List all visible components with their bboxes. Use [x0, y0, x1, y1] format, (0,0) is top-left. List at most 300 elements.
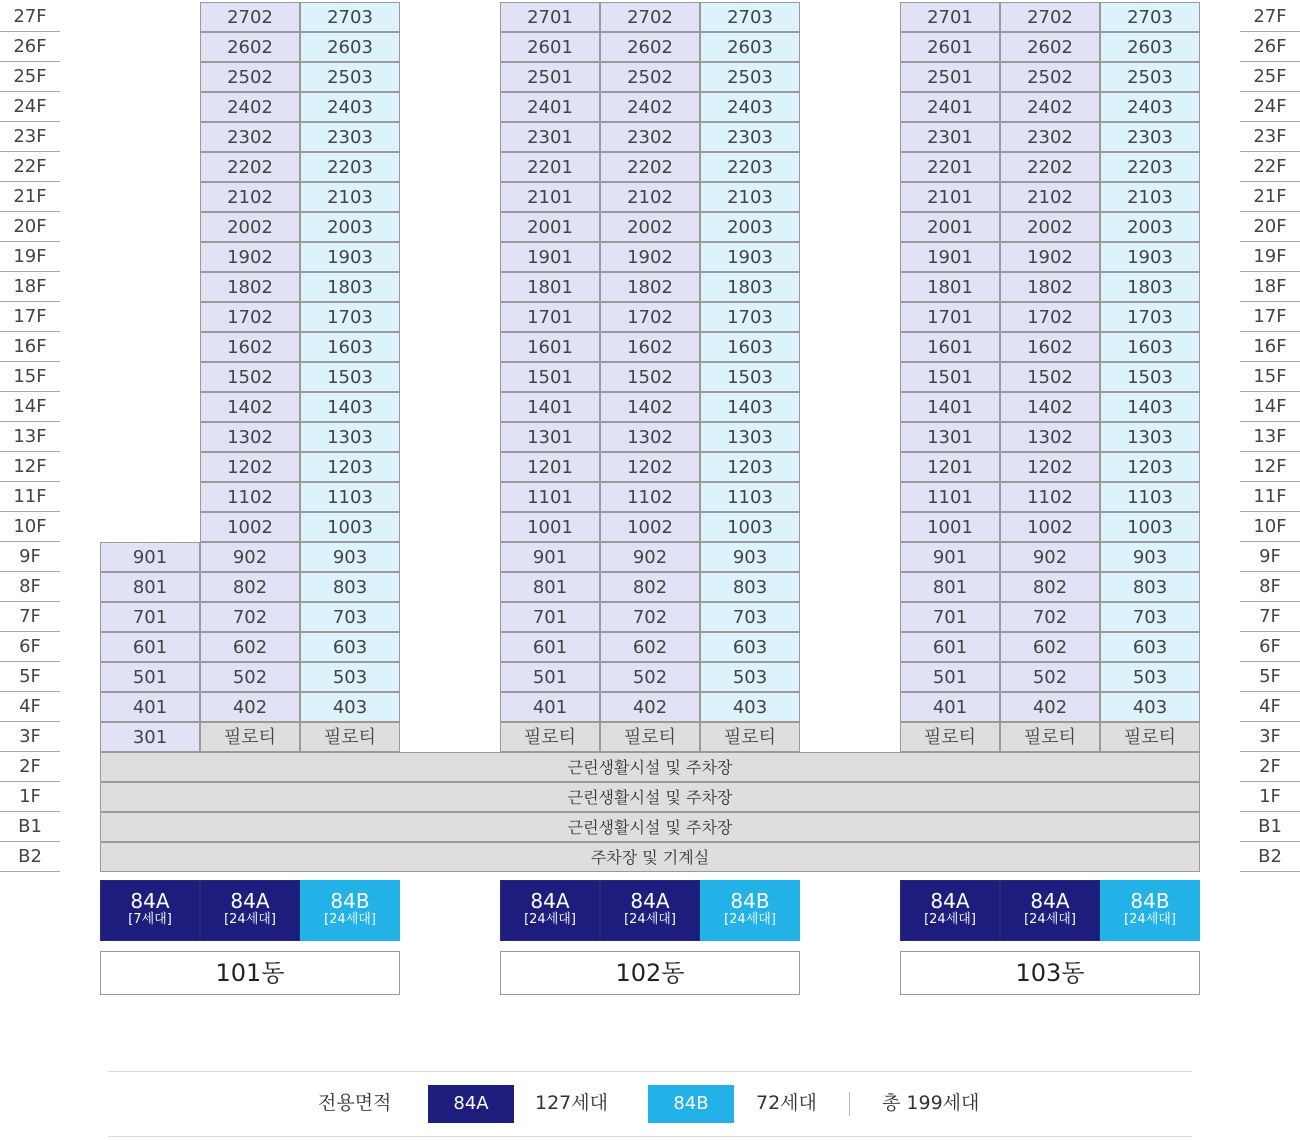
unit-cell: 2002: [200, 212, 300, 242]
unit-cell: 1303: [1100, 422, 1200, 452]
floor-label-left: 22F: [0, 152, 60, 182]
unit-cell: 502: [200, 662, 300, 692]
unit-cell: 1601: [500, 332, 600, 362]
unit-cell: 1702: [1000, 302, 1100, 332]
floor-label-left: 18F: [0, 272, 60, 302]
unit-cell: 2502: [200, 62, 300, 92]
unit-cell: 2402: [200, 92, 300, 122]
unit-cell: 1803: [1100, 272, 1200, 302]
unit-cell: 2701: [500, 2, 600, 32]
unit-cell: 603: [1100, 632, 1200, 662]
unit-type-label: 84B: [1130, 889, 1170, 913]
unit-cell: 903: [1100, 542, 1200, 572]
unit-cell: 902: [600, 542, 700, 572]
unit-type-box: [1100, 880, 1200, 941]
unit-cell: 2002: [600, 212, 700, 242]
floor-label-left: 16F: [0, 332, 60, 362]
unit-cell: 1101: [500, 482, 600, 512]
unit-type-box: [100, 880, 200, 941]
unit-cell: 2503: [300, 62, 400, 92]
unit-cell: 2203: [1100, 152, 1200, 182]
unit-type-label: 84A: [530, 889, 570, 913]
unit-type-box: [300, 880, 400, 941]
unit-cell: 401: [100, 692, 200, 722]
unit-cell: 1501: [900, 362, 1000, 392]
unit-cell: 702: [1000, 602, 1100, 632]
unit-cell: 2703: [700, 2, 800, 32]
unit-cell: 2403: [700, 92, 800, 122]
unit-cell: 2103: [700, 182, 800, 212]
floor-label-left: 1F: [0, 782, 60, 812]
unit-cell: 701: [900, 602, 1000, 632]
unit-cell: 1703: [700, 302, 800, 332]
floor-label-left: 14F: [0, 392, 60, 422]
unit-cell: 2201: [900, 152, 1000, 182]
unit-cell: 1903: [1100, 242, 1200, 272]
unit-type-label: 84A: [930, 889, 970, 913]
unit-cell: 2202: [200, 152, 300, 182]
unit-cell: 2702: [1000, 2, 1100, 32]
unit-cell: 801: [500, 572, 600, 602]
unit-cell: 902: [200, 542, 300, 572]
unit-cell: 2103: [300, 182, 400, 212]
unit-cell: 402: [200, 692, 300, 722]
unit-type-box: [200, 880, 300, 941]
floor-label-left: 6F: [0, 632, 60, 662]
unit-cell: 402: [600, 692, 700, 722]
unit-type-label: 84A: [230, 889, 270, 913]
common-floor-band: 근린생활시설 및 주차장: [100, 752, 1200, 782]
unit-cell: 601: [500, 632, 600, 662]
floor-label-right: 8F: [1240, 572, 1300, 602]
unit-cell: 2503: [1100, 62, 1200, 92]
floor-label-right: 19F: [1240, 242, 1300, 272]
unit-cell: 1903: [700, 242, 800, 272]
legend-count-84a: 127세대: [535, 1092, 608, 1114]
floor-label-left: 25F: [0, 62, 60, 92]
unit-type-label: 84A: [630, 889, 670, 913]
floor-label-left: 15F: [0, 362, 60, 392]
pilotis-cell: 필로티: [900, 722, 1000, 752]
floor-label-right: 11F: [1240, 482, 1300, 512]
unit-cell: 2401: [500, 92, 600, 122]
unit-cell: 2403: [300, 92, 400, 122]
unit-type-count: [24세대]: [624, 912, 676, 927]
unit-cell: 2502: [600, 62, 700, 92]
unit-cell: 2202: [600, 152, 700, 182]
unit-cell: 2003: [700, 212, 800, 242]
pilotis-cell: 필로티: [600, 722, 700, 752]
unit-cell: 1303: [300, 422, 400, 452]
floor-label-left: 4F: [0, 692, 60, 722]
floor-label-right: 9F: [1240, 542, 1300, 572]
unit-cell: 1402: [200, 392, 300, 422]
floor-label-right: B1: [1240, 812, 1300, 842]
unit-type-count: [24세대]: [224, 912, 276, 927]
floor-label-right: 4F: [1240, 692, 1300, 722]
unit-cell: 803: [300, 572, 400, 602]
unit-cell: 2703: [1100, 2, 1200, 32]
legend-title: 전용면적: [318, 1092, 392, 1114]
unit-cell: 502: [600, 662, 700, 692]
unit-cell: 501: [100, 662, 200, 692]
unit-cell: 503: [700, 662, 800, 692]
unit-cell: 2201: [500, 152, 600, 182]
floor-label-right: 1F: [1240, 782, 1300, 812]
floor-label-right: 14F: [1240, 392, 1300, 422]
unit-cell: 2501: [500, 62, 600, 92]
unit-cell: 1103: [1100, 482, 1200, 512]
unit-cell: 501: [500, 662, 600, 692]
unit-cell: 603: [300, 632, 400, 662]
unit-type-label: 84B: [330, 889, 370, 913]
unit-cell: 802: [1000, 572, 1100, 602]
unit-cell: 1802: [1000, 272, 1100, 302]
floor-label-left: 12F: [0, 452, 60, 482]
pilotis-cell: 필로티: [1000, 722, 1100, 752]
common-floor-band: 근린생활시설 및 주차장: [100, 812, 1200, 842]
unit-cell: 603: [700, 632, 800, 662]
floor-label-left: 21F: [0, 182, 60, 212]
unit-type-count: [24세대]: [524, 912, 576, 927]
unit-cell: 2702: [200, 2, 300, 32]
unit-cell: 703: [300, 602, 400, 632]
unit-cell: 1502: [600, 362, 700, 392]
unit-cell: 1701: [500, 302, 600, 332]
unit-cell: 1403: [1100, 392, 1200, 422]
building-name: 101동: [100, 951, 400, 995]
unit-cell: 801: [900, 572, 1000, 602]
unit-cell: 1103: [700, 482, 800, 512]
unit-cell: 703: [1100, 602, 1200, 632]
unit-cell: 1503: [300, 362, 400, 392]
unit-type-box: [900, 880, 1000, 941]
unit-cell: 1301: [900, 422, 1000, 452]
floor-label-right: 7F: [1240, 602, 1300, 632]
floor-label-left: 13F: [0, 422, 60, 452]
floor-label-left: 20F: [0, 212, 60, 242]
unit-type-box: [1000, 880, 1100, 941]
unit-cell: 1202: [600, 452, 700, 482]
unit-cell: 2303: [1100, 122, 1200, 152]
unit-cell: 301: [100, 722, 200, 752]
floor-label-left: B1: [0, 812, 60, 842]
pilotis-cell: 필로티: [1100, 722, 1200, 752]
unit-cell: 2701: [900, 2, 1000, 32]
unit-cell: 1603: [700, 332, 800, 362]
unit-cell: 2602: [200, 32, 300, 62]
floor-label-left: 23F: [0, 122, 60, 152]
unit-cell: 403: [1100, 692, 1200, 722]
unit-cell: 901: [100, 542, 200, 572]
unit-cell: 2203: [300, 152, 400, 182]
unit-cell: 1803: [300, 272, 400, 302]
floor-label-right: 26F: [1240, 32, 1300, 62]
floor-label-right: 6F: [1240, 632, 1300, 662]
floor-label-left: 27F: [0, 2, 60, 32]
floor-label-right: 5F: [1240, 662, 1300, 692]
floor-label-right: 12F: [1240, 452, 1300, 482]
building-name: 103동: [900, 951, 1200, 995]
unit-cell: 1502: [1000, 362, 1100, 392]
unit-cell: 2001: [900, 212, 1000, 242]
unit-cell: 1703: [1100, 302, 1200, 332]
unit-cell: 1801: [500, 272, 600, 302]
unit-cell: 1203: [1100, 452, 1200, 482]
unit-cell: 2002: [1000, 212, 1100, 242]
floor-label-right: B2: [1240, 842, 1300, 872]
unit-cell: 1503: [700, 362, 800, 392]
floor-label-right: 25F: [1240, 62, 1300, 92]
unit-cell: 2603: [1100, 32, 1200, 62]
unit-cell: 1303: [700, 422, 800, 452]
unit-cell: 2702: [600, 2, 700, 32]
unit-cell: 401: [900, 692, 1000, 722]
unit-cell: 803: [700, 572, 800, 602]
unit-cell: 2302: [600, 122, 700, 152]
unit-cell: 2302: [1000, 122, 1100, 152]
unit-cell: 1901: [500, 242, 600, 272]
unit-cell: 2601: [900, 32, 1000, 62]
unit-cell: 2101: [900, 182, 1000, 212]
unit-cell: 602: [200, 632, 300, 662]
unit-cell: 1203: [300, 452, 400, 482]
floor-label-right: 17F: [1240, 302, 1300, 332]
floor-label-right: 21F: [1240, 182, 1300, 212]
floor-label-right: 22F: [1240, 152, 1300, 182]
floor-label-right: 16F: [1240, 332, 1300, 362]
unit-cell: 602: [1000, 632, 1100, 662]
unit-type-box: [700, 880, 800, 941]
unit-cell: 1401: [500, 392, 600, 422]
unit-cell: 1801: [900, 272, 1000, 302]
floor-label-right: 10F: [1240, 512, 1300, 542]
unit-type-label: 84A: [1030, 889, 1070, 913]
unit-cell: 2501: [900, 62, 1000, 92]
floor-label-left: 24F: [0, 92, 60, 122]
floor-label-right: 27F: [1240, 2, 1300, 32]
unit-cell: 1103: [300, 482, 400, 512]
unit-cell: 1902: [200, 242, 300, 272]
pilotis-cell: 필로티: [200, 722, 300, 752]
legend-count-84b: 72세대: [756, 1092, 817, 1114]
pilotis-cell: 필로티: [500, 722, 600, 752]
unit-cell: 2401: [900, 92, 1000, 122]
unit-cell: 1901: [900, 242, 1000, 272]
unit-type-label: 84A: [130, 889, 170, 913]
unit-cell: 801: [100, 572, 200, 602]
unit-cell: 1302: [200, 422, 300, 452]
unit-cell: 1201: [500, 452, 600, 482]
unit-cell: 2602: [1000, 32, 1100, 62]
unit-cell: 1102: [1000, 482, 1100, 512]
unit-cell: 701: [500, 602, 600, 632]
unit-cell: 1802: [200, 272, 300, 302]
floor-label-left: 19F: [0, 242, 60, 272]
unit-cell: 2103: [1100, 182, 1200, 212]
floor-label-left: 17F: [0, 302, 60, 332]
unit-cell: 1903: [300, 242, 400, 272]
unit-cell: 2601: [500, 32, 600, 62]
unit-cell: 1603: [1100, 332, 1200, 362]
unit-cell: 1301: [500, 422, 600, 452]
unit-cell: 2301: [900, 122, 1000, 152]
unit-cell: 1402: [1000, 392, 1100, 422]
unit-cell: 2303: [300, 122, 400, 152]
unit-cell: 1203: [700, 452, 800, 482]
unit-cell: 2003: [300, 212, 400, 242]
floor-label-left: 11F: [0, 482, 60, 512]
unit-cell: 1503: [1100, 362, 1200, 392]
unit-cell: 1002: [600, 512, 700, 542]
unit-cell: 703: [700, 602, 800, 632]
unit-cell: 2603: [700, 32, 800, 62]
unit-cell: 503: [1100, 662, 1200, 692]
pilotis-cell: 필로티: [700, 722, 800, 752]
unit-cell: 602: [600, 632, 700, 662]
unit-cell: 702: [200, 602, 300, 632]
unit-cell: 2202: [1000, 152, 1100, 182]
unit-cell: 802: [200, 572, 300, 602]
unit-cell: 2302: [200, 122, 300, 152]
floor-label-left: 2F: [0, 752, 60, 782]
unit-cell: 501: [900, 662, 1000, 692]
unit-cell: 802: [600, 572, 700, 602]
floor-label-left: 8F: [0, 572, 60, 602]
unit-type-count: [24세대]: [724, 912, 776, 927]
floor-label-right: 24F: [1240, 92, 1300, 122]
unit-cell: 1603: [300, 332, 400, 362]
unit-cell: 1803: [700, 272, 800, 302]
unit-type-count: [7세대]: [128, 912, 172, 927]
unit-cell: 1002: [1000, 512, 1100, 542]
unit-cell: 702: [600, 602, 700, 632]
unit-cell: 502: [1000, 662, 1100, 692]
legend-top-divider: [108, 1071, 1192, 1072]
unit-type-count: [24세대]: [924, 912, 976, 927]
floor-label-left: 9F: [0, 542, 60, 572]
floor-label-left: 5F: [0, 662, 60, 692]
unit-cell: 2603: [300, 32, 400, 62]
unit-cell: 901: [500, 542, 600, 572]
unit-cell: 1502: [200, 362, 300, 392]
unit-cell: 2003: [1100, 212, 1200, 242]
unit-cell: 1601: [900, 332, 1000, 362]
unit-cell: 1702: [600, 302, 700, 332]
unit-cell: 2503: [700, 62, 800, 92]
unit-cell: 403: [700, 692, 800, 722]
unit-cell: 2403: [1100, 92, 1200, 122]
floor-label-right: 13F: [1240, 422, 1300, 452]
unit-cell: 1902: [600, 242, 700, 272]
unit-cell: 1701: [900, 302, 1000, 332]
floor-label-left: 26F: [0, 32, 60, 62]
unit-cell: 401: [500, 692, 600, 722]
floor-label-left: B2: [0, 842, 60, 872]
common-floor-band: 근린생활시설 및 주차장: [100, 782, 1200, 812]
unit-cell: 2402: [1000, 92, 1100, 122]
unit-cell: 1102: [200, 482, 300, 512]
floor-label-right: 3F: [1240, 722, 1300, 752]
floor-label-left: 3F: [0, 722, 60, 752]
unit-cell: 1003: [700, 512, 800, 542]
unit-cell: 1003: [1100, 512, 1200, 542]
common-floor-band: 주차장 및 기계실: [100, 842, 1200, 872]
unit-cell: 1402: [600, 392, 700, 422]
unit-cell: 701: [100, 602, 200, 632]
unit-cell: 1001: [500, 512, 600, 542]
unit-type-count: [24세대]: [324, 912, 376, 927]
floor-label-right: 23F: [1240, 122, 1300, 152]
unit-cell: 601: [900, 632, 1000, 662]
unit-cell: 1201: [900, 452, 1000, 482]
unit-cell: 903: [300, 542, 400, 572]
unit-cell: 902: [1000, 542, 1100, 572]
floor-label-right: 15F: [1240, 362, 1300, 392]
unit-cell: 1202: [1000, 452, 1100, 482]
unit-cell: 901: [900, 542, 1000, 572]
legend-chip-84a: 84A: [428, 1085, 514, 1123]
unit-cell: 1501: [500, 362, 600, 392]
unit-cell: 503: [300, 662, 400, 692]
legend-bottom-divider: [108, 1136, 1192, 1137]
unit-cell: 1602: [600, 332, 700, 362]
unit-cell: 403: [300, 692, 400, 722]
unit-cell: 2203: [700, 152, 800, 182]
floor-label-right: 2F: [1240, 752, 1300, 782]
floor-label-left: 7F: [0, 602, 60, 632]
building-name: 102동: [500, 951, 800, 995]
unit-cell: 2502: [1000, 62, 1100, 92]
unit-cell: 2102: [1000, 182, 1100, 212]
legend-separator: [849, 1092, 850, 1116]
unit-cell: 2101: [500, 182, 600, 212]
unit-type-label: 84B: [730, 889, 770, 913]
unit-cell: 1302: [600, 422, 700, 452]
unit-cell: 2303: [700, 122, 800, 152]
unit-cell: 2102: [600, 182, 700, 212]
unit-cell: 1403: [300, 392, 400, 422]
unit-cell: 1001: [900, 512, 1000, 542]
unit-cell: 1403: [700, 392, 800, 422]
legend-total: 총 199세대: [882, 1092, 980, 1114]
unit-type-count: [24세대]: [1024, 912, 1076, 927]
unit-cell: 1602: [1000, 332, 1100, 362]
unit-cell: 1702: [200, 302, 300, 332]
unit-cell: 1202: [200, 452, 300, 482]
unit-cell: 1003: [300, 512, 400, 542]
legend-chip-84b: 84B: [648, 1085, 734, 1123]
floor-label-right: 18F: [1240, 272, 1300, 302]
floor-label-right: 20F: [1240, 212, 1300, 242]
unit-cell: 1703: [300, 302, 400, 332]
unit-cell: 2301: [500, 122, 600, 152]
unit-cell: 1002: [200, 512, 300, 542]
unit-cell: 2602: [600, 32, 700, 62]
unit-cell: 1302: [1000, 422, 1100, 452]
unit-cell: 601: [100, 632, 200, 662]
unit-cell: 1401: [900, 392, 1000, 422]
unit-cell: 402: [1000, 692, 1100, 722]
unit-cell: 2102: [200, 182, 300, 212]
unit-cell: 1102: [600, 482, 700, 512]
floor-label-left: 10F: [0, 512, 60, 542]
unit-cell: 2001: [500, 212, 600, 242]
unit-cell: 1802: [600, 272, 700, 302]
unit-cell: 803: [1100, 572, 1200, 602]
pilotis-cell: 필로티: [300, 722, 400, 752]
unit-cell: 1101: [900, 482, 1000, 512]
